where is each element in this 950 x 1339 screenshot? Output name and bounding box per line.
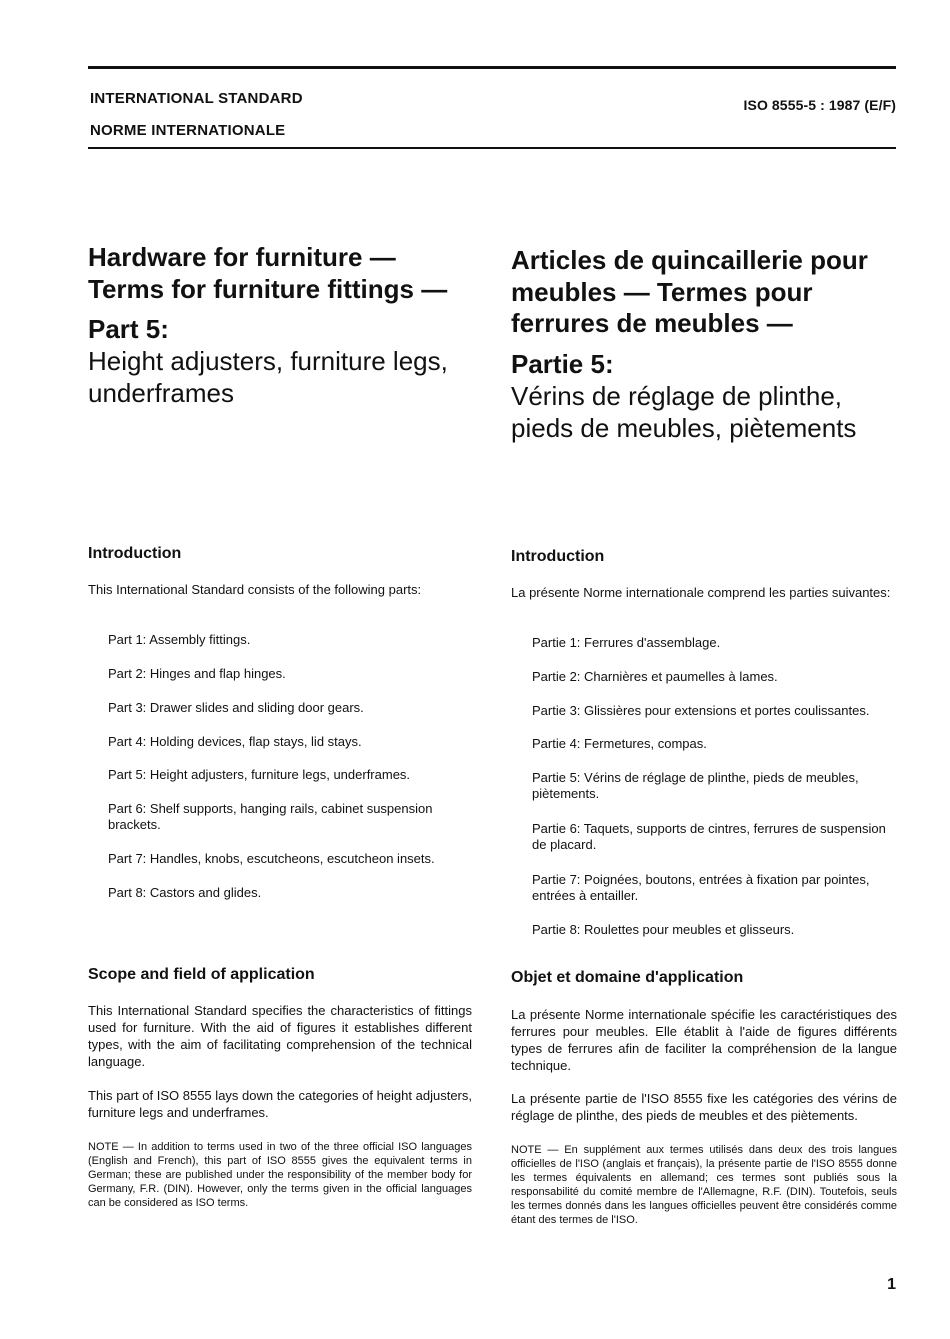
fr-intro-paragraph: La présente Norme internationale comprend les parties suivantes:	[511, 585, 891, 600]
en-introduction-text	[88, 581, 472, 598]
en-part-list-item: Part 3: Drawer slides and sliding door gears.	[108, 700, 364, 715]
en-note	[88, 1140, 472, 1210]
fr-scope-heading: Objet et domaine d'application	[511, 969, 744, 986]
fr-note	[511, 1143, 897, 1227]
fr-part-list-item: Partie 5: Vérins de réglage de plinthe, pieds de meubles, piètements.	[532, 770, 859, 801]
en-document-title: Hardware for furniture — Terms for furniture fittings —	[88, 242, 448, 304]
standard-type-header	[90, 83, 303, 147]
en-scope-paragraph-1	[88, 1002, 472, 1070]
en-part-list-item: Part 8: Castors and glides.	[108, 885, 262, 900]
header-bottom-rule	[88, 147, 896, 149]
fr-part-list-item: Partie 8: Roulettes pour meubles et glisseurs.	[532, 922, 795, 937]
en-part-list-item: Part 7: Handles, knobs, escutcheons, escutcheon insets.	[108, 851, 435, 866]
en-part-list-item: Part 2: Hinges and flap hinges.	[108, 666, 286, 681]
en-part-title: Height adjusters, furniture legs, underframes	[88, 346, 448, 408]
page-number: 1	[887, 1276, 896, 1293]
fr-part-list-item: Partie 4: Fermetures, compas.	[532, 736, 707, 751]
en-part-list-item: Part 5: Height adjusters, furniture legs, underframes.	[108, 767, 411, 782]
en-introduction-heading: Introduction	[88, 545, 182, 562]
standard-type-fr: NORME INTERNATIONALE	[90, 122, 286, 139]
en-scope-heading: Scope and field of application	[88, 966, 315, 983]
fr-title-block	[511, 245, 897, 444]
fr-scope-text-1: La présente Norme internationale spécifie les caractéristiques des ferrures pour meubles. Elle établit à l'aide de figures différents types de ferrures afin de faciliter la compréhension de la langue technique.	[511, 1007, 897, 1073]
fr-scope-paragraph-1	[511, 1006, 897, 1074]
en-scope-paragraph-2	[88, 1087, 472, 1121]
fr-part-list-item: Partie 3: Glissières pour extensions et portes coulissantes.	[532, 703, 870, 718]
standard-type-en: INTERNATIONAL STANDARD	[90, 90, 303, 107]
fr-scope-paragraph-2	[511, 1090, 897, 1124]
en-scope-text-2: This part of ISO 8555 lays down the categories of height adjusters, furniture legs and underframes.	[88, 1088, 472, 1120]
en-intro-paragraph: This International Standard consists of the following parts:	[88, 582, 422, 597]
fr-part-label: Partie 5:	[511, 348, 614, 379]
en-part-label: Part 5:	[88, 314, 169, 344]
fr-scope-text-2: La présente partie de l'ISO 8555 fixe les catégories des vérins de réglage de plinthe, des pieds de meubles et des piètements.	[511, 1091, 897, 1123]
fr-document-title: Articles de quincaillerie pour meubles — Termes pour ferrures de meubles —	[511, 245, 868, 338]
fr-part-list-item: Partie 6: Taquets, supports de cintres, ferrures de suspension de placard.	[532, 821, 886, 852]
fr-note-text: NOTE — En supplément aux termes utilisés dans deux des trois langues officielles de l'ISO (anglais et français), la présente partie de l'ISO 8555 donne les termes équivalents en allemand; ces termes sont publiés sous la responsabilité du comité membre de l'Allemagne, R.F. (DIN). Toutefois, seuls les termes donnés dans les langues officielles peuvent être considérés comme étant des termes de l'ISO.	[511, 1144, 897, 1226]
header-top-rule	[88, 66, 896, 69]
fr-introduction-text	[511, 584, 897, 601]
en-note-text: NOTE — In addition to terms used in two of the three official ISO languages (English and French), this part of ISO 8555 gives the equivalent terms in German; these are published under the responsibility of the member body for Germany, F.R. (DIN). However, only the terms given in the official languages can be considered as ISO terms.	[88, 1141, 472, 1209]
standard-reference: ISO 8555-5 : 1987 (E/F)	[743, 97, 896, 113]
fr-part-list-item: Partie 2: Charnières et paumelles à lames.	[532, 669, 778, 684]
fr-part-list-item: Partie 1: Ferrures d'assemblage.	[532, 635, 721, 650]
fr-introduction-heading: Introduction	[511, 548, 605, 565]
fr-part-title: Vérins de réglage de plinthe, pieds de meubles, piètements	[511, 380, 857, 443]
en-scope-text-1: This International Standard specifies the characteristics of fittings used for furniture. With the aid of figures it establishes different types, with the aim of facilitating comprehension of the technical language.	[88, 1003, 472, 1069]
en-part-list-item: Part 4: Holding devices, flap stays, lid stays.	[108, 734, 362, 749]
fr-part-list-item: Partie 7: Poignées, boutons, entrées à fixation par pointes, entrées à entailler.	[532, 872, 870, 903]
en-part-list-item: Part 1: Assembly fittings.	[108, 632, 251, 647]
en-title-block	[88, 242, 472, 409]
en-part-list-item: Part 6: Shelf supports, hanging rails, cabinet suspension brackets.	[108, 801, 433, 832]
